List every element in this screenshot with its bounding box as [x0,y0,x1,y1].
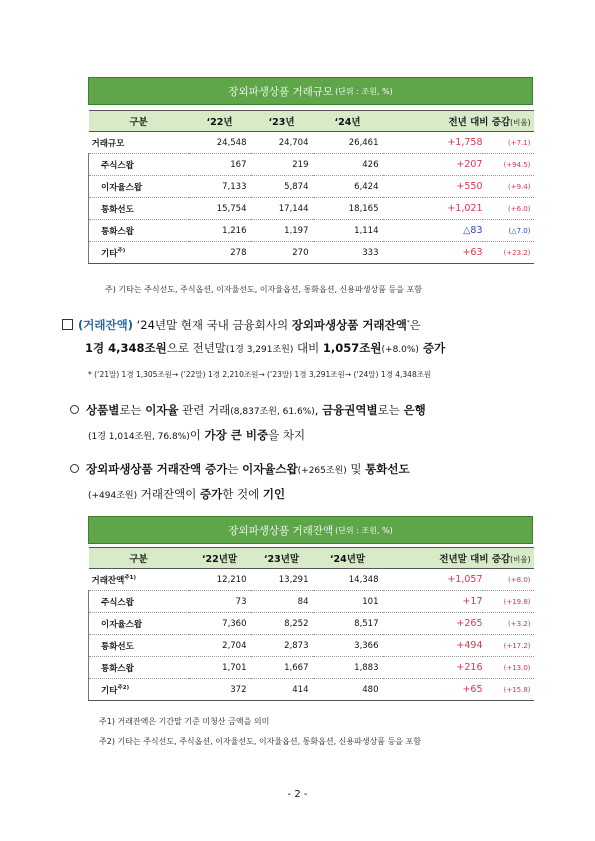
row-label: 주식스왑 [89,154,189,176]
row-label: 이자율스왑 [89,613,189,635]
value-2023: 8,252 [251,613,313,635]
table2-body [89,569,534,701]
row-label: 주식스왑 [89,591,189,613]
table1-body [89,132,534,264]
checkbox-square-icon [62,319,73,330]
value-2023: 24,704 [251,132,313,154]
table2-unit: (단위 : 조원, %) [335,525,393,535]
table-row [89,242,534,264]
table2-title: 장외파생상품 거래잔액 [228,524,334,537]
value-2024: 333 [313,242,383,264]
table1-header-change: 전년 대비 증감(비율) [383,111,534,132]
change-percent: (+6.0) [483,198,534,220]
footnote-marker: 주) [117,248,126,255]
change-value: +63 [383,242,483,264]
value-2023: 5,874 [251,176,313,198]
table-row [89,220,534,242]
value-2024: 101 [313,591,383,613]
value-2023: 270 [251,242,313,264]
bullet1-line-2: (1경 1,014조원, 76.8%)이 가장 큰 비중을 차지 [88,428,306,442]
value-2022: 7,133 [189,176,251,198]
value-2022: 278 [189,242,251,264]
table-row [89,591,534,613]
change-value: +1,758 [383,132,483,154]
table-row [89,679,534,701]
value-2023: 1,667 [251,657,313,679]
table1-header-2023: ‘23년 [251,111,313,132]
change-percent: (+8.0) [483,569,534,591]
value-2024: 18,165 [313,198,383,220]
value-2023: 2,873 [251,635,313,657]
table1-header-2024: ‘24년 [313,111,383,132]
change-value: +1,057 [383,569,483,591]
change-percent: (+9.4) [483,176,534,198]
table1-footnote: 주) 기타는 주식선도, 주식옵션, 이자율선도, 이자율옵션, 통화옵션, 신용파생상품 등을 포함 [105,285,422,294]
table-row [89,613,534,635]
row-label: 통화스왑 [89,220,189,242]
table-row [89,132,534,154]
value-2022: 15,754 [189,198,251,220]
table1 [88,110,534,264]
value-2022: 167 [189,154,251,176]
row-label: 기타$^{주2)}$ [89,679,189,701]
footnote-marker: 주2) [117,685,130,692]
table2-header-change: 전년말 대비 증감(비율) [383,548,534,569]
row-label: 통화스왑 [89,657,189,679]
change-value: +550 [383,176,483,198]
table2-header-row [89,548,534,569]
footnote-marker: 주1) [124,575,137,582]
change-value: +494 [383,635,483,657]
bullet2-line-2: (+494조원) 거래잔액이 증가한 것에 기인 [88,487,286,501]
change-percent: (+23.2) [483,242,534,264]
row-label: 기타$^{주)}$ [89,242,189,264]
table1-caption [88,77,533,105]
change-value: +265 [383,613,483,635]
table-row [89,657,534,679]
table2-header-category: 구분 [89,548,189,569]
change-percent: (+19.8) [483,591,534,613]
value-2024: 1,114 [313,220,383,242]
change-value: +1,021 [383,198,483,220]
change-value: +207 [383,154,483,176]
value-2023: 17,144 [251,198,313,220]
table-row [89,569,534,591]
change-value: +65 [383,679,483,701]
value-2023: 219 [251,154,313,176]
table1-header-2022: ‘22년 [189,111,251,132]
value-2022: 12,210 [189,569,251,591]
value-2022: 7,360 [189,613,251,635]
table1-unit: (단위 : 조원, %) [335,86,393,96]
value-2024: 14,348 [313,569,383,591]
value-2024: 6,424 [313,176,383,198]
value-2023: 414 [251,679,313,701]
bullet-circle-icon [70,405,79,414]
table1-header-row [89,111,534,132]
value-2023: 84 [251,591,313,613]
change-percent: (+3.2) [483,613,534,635]
bullet-circle-icon [70,464,79,473]
table-row [89,635,534,657]
table2-header-2022: ‘22년말 [189,548,251,569]
table2 [88,547,534,701]
row-label: 거래규모 [89,132,189,154]
row-label: 거래잔액$^{주1)}$ [89,569,189,591]
value-2024: 3,366 [313,635,383,657]
bullet1-line-1: 상품별로는 이자율 관련 거래(8,837조원, 61.6%), 금융권역별로는 은행 [70,402,426,418]
balance-tag: (거래잔액) [78,318,133,332]
value-2024: 480 [313,679,383,701]
row-label: 통화선도 [89,635,189,657]
change-percent: (+7.1) [483,132,534,154]
balance-history-note: * (‘21말) 1경 1,305조원→ (‘22말) 1경 2,210조원→ (‘23말) 1경 3,291조원→ (‘24말) 1경 4,348조원 [88,370,432,379]
value-2023: 13,291 [251,569,313,591]
table2-caption [88,516,533,544]
table-row [89,154,534,176]
value-2023: 1,197 [251,220,313,242]
change-percent: (+17.2) [483,635,534,657]
change-value: +216 [383,657,483,679]
change-percent: (+15.8) [483,679,534,701]
value-2022: 24,548 [189,132,251,154]
value-2024: 1,883 [313,657,383,679]
value-2022: 372 [189,679,251,701]
table2-header-2024: ‘24년말 [313,548,383,569]
table2-header-2023: ‘23년말 [251,548,313,569]
change-value: +17 [383,591,483,613]
value-2024: 426 [313,154,383,176]
row-label: 이자율스왑 [89,176,189,198]
change-percent: (+13.0) [483,657,534,679]
value-2022: 1,701 [189,657,251,679]
bullet2-line-1: 장외파생상품 거래잔액 증가는 이자율스왑(+265조원) 및 통화선도 [70,461,410,477]
paragraph-line-2: 1경 4,348조원으로 전년말(1경 3,291조원) 대비 1,057조원(+8.0%) 증가 [85,341,446,355]
table2-footnote-2: 주2) 기타는 주식선도, 주식옵션, 이자율선도, 이자율옵션, 통화옵션, 신용파생상품 등을 포함 [99,737,422,746]
page-number: - 2 - [287,789,308,800]
value-2022: 2,704 [189,635,251,657]
table1-header-category: 구분 [89,111,189,132]
table2-footnote-1: 주1) 거래잔액은 기간말 기준 미청산 금액을 의미 [99,717,270,726]
value-2024: 26,461 [313,132,383,154]
change-percent: (+94.5) [483,154,534,176]
table-row [89,198,534,220]
change-value: △83 [383,220,483,242]
table1-title: 장외파생상품 거래규모 [228,85,334,98]
change-percent: (△7.0) [483,220,534,242]
row-label: 통화선도 [89,198,189,220]
table-row [89,176,534,198]
paragraph-line-1: (거래잔액) ‘24년말 현재 국내 금융회사의 장외파생상품 거래잔액*은 [62,317,421,333]
value-2024: 8,517 [313,613,383,635]
value-2022: 1,216 [189,220,251,242]
value-2022: 73 [189,591,251,613]
